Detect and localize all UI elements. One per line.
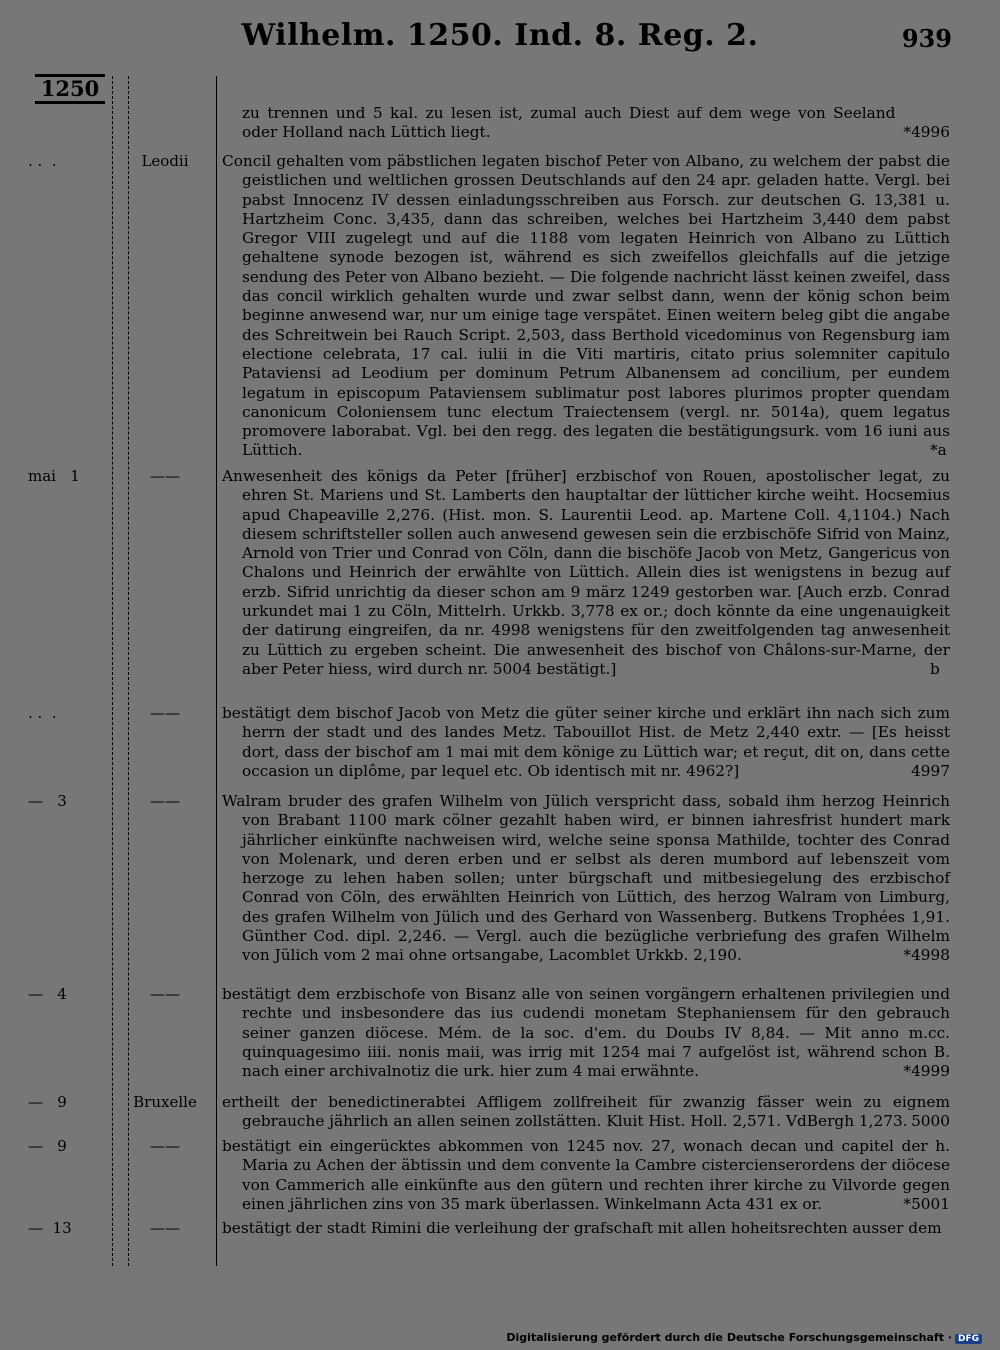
entry-text: Concil gehalten vom päbstlichen legaten bischof Peter von Albano, zu welchem der pabst die geistlichen und weltlichen grossen Deutschlands auf den 24 apr. geladen hatte. Vergl. bei pabst Innocenz IV dessen einladungsschreiben aus Forsch. zur deutschen G. 13,381 u. Hartzheim Conc. 3,435, dann das schreiben, welches bei Hartzheim 3,440 dem pabst Gregor VIII zugelegt und auf die 1188 vom legaten Heinrich von Albano zu Lüttich gehaltene synode bezogen ist, während es sich zweifellos gleichfalls auf die jetzige sendung des Peter von Albano bezieht. — Die folgende nachricht lässt keinen zweifel, dass das concil wirklich gehalten wurde und zwar selbst dann, wenn der könig schon beim beginne anwesend war, nur um einige tage verspätet. Einen weitern beleg gibt die angabe des Schreitwein bei Rauch Script. 2,503, dass Berthold vicedominus von Regensburg iam electione celebrata, 17 cal. iulii in die Viti martiris, citato prius solemniter capitulo Pataviensi ad Leodium per dominum Petrum Albanensem ad concilium, per eundem legatum in episcopum Pataviensem sublimatur post labores plurimos propter quendam canonicum Coloniensem tunc electum Traiectensem (vergl. nr. 5014a), quem legatus promovere laborabat. Vgl. bei den regg. des legaten die bestätigungsurk. vom 16 iuni aus Lüttich.	[222, 152, 950, 460]
entry-text-block	[222, 704, 950, 781]
entry-text: Anwesenheit des königs da Peter [früher] erzbischof von Rouen, apostolischer legat, zu ehren St. Mariens und St. Lamberts den hauptaltar der lütticher kirche weiht. Hocsemius apud Chapeaville 2,276. (Hist. mon. S. Laurentii Leod. ap. Martene Coll. 4,1104.) Nach diesem schriftsteller sollen auch anwesend gewesen sein die erzbischöfe Sifrid von Mainz, Arnold von Trier und Conrad von Cöln, dann die bischöfe Jacob von Metz, Gangericus von Chalons und Heinrich der erwählte von Lüttich. Allein dies ist wenigstens in bezug auf erzb. Sifrid unrichtig da dieser schon am 9 märz 1249 gestorben war. [Auch erzb. Conrad urkundet mai 1 zu Cöln, Mittelrh. Urkkb. 3,778 ex or.; doch könnte da eine ungenauigkeit der datirung eingreifen, da nr. 4998 wenigstens für den zweitfolgenden tag anwesenheit zu Lüttich zu ergeben scheint. Die anwesenheit des bischof von Châlons-sur-Marne, der aber Peter hiess, wird durch nr. 5004 bestätigt.]	[222, 467, 950, 678]
entry-text: Walram bruder des grafen Wilhelm von Jülich verspricht dass, sobald ihm herzog Heinrich von Brabant 1100 mark cölner gezahlt haben wird, er binnen iahresfrist hundert mark jährlicher einkünfte nachweisen wird, welche seine sponsa Mathilde, tochter des Conrad von Molenark, und deren erben und er selbst als deren mumbord auf lebenszeit vom herzoge zu lehen haben sollen; unter bürgschaft und mitbesiegelung des erzbischof Conrad von Cöln, des erwählten Heinrich von Lüttich, des herzog Walram von Limburg, des grafen Wilhelm von Jülich und des Gerhard von Wassenberg. Butkens Trophées 1,91. Günther Cod. dipl. 2,246. — Vergl. auch die bezügliche verbriefung des grafen Wilhelm von Jülich vom 2 mai ohne ortsangabe, Lacomblet Urkkb. 2,190.	[222, 792, 950, 965]
footer-text: Digitalisierung gefördert durch die Deutsche Forschungsgemeinschaft ·	[506, 1331, 952, 1344]
column-rule-date	[112, 76, 113, 1266]
entry-place: ——	[150, 467, 180, 485]
entry-place: ——	[150, 1137, 180, 1155]
entry-date: mai 1	[28, 467, 80, 485]
entry-regno: 5000	[911, 1112, 950, 1131]
entry-date: . . .	[28, 152, 57, 170]
entry-regno: *5001	[903, 1194, 950, 1213]
entry-place: ——	[150, 792, 180, 810]
entry-text-block	[222, 792, 950, 966]
entry-place: Bruxelle	[133, 1093, 197, 1111]
entry-date: — 9	[28, 1137, 67, 1155]
entry-place: ——	[150, 704, 180, 722]
entry-text: bestätigt dem bischof Jacob von Metz die güter seiner kirche und erklärt ihn nach sich zum herrn der stadt und des landes Metz. Tabouillot Hist. de Metz 2,440 extr. — [Es heisst dort, dass der bischof am 1 mai mit dem könige zu Lüttich war; et reçut, dit on, dans cette occasion un diplôme, par lequel etc. Ob identisch mit nr. 4962?]	[222, 704, 950, 780]
entry-regno: *4999	[903, 1062, 950, 1081]
entry-place: Leodii	[141, 152, 189, 170]
entry-place: ——	[150, 1219, 180, 1237]
entry-text-block	[222, 1093, 950, 1132]
entry-place: ——	[150, 985, 180, 1003]
entry-date: . . .	[28, 704, 57, 722]
entry-regno: *4998	[903, 946, 950, 965]
entry-text: ertheilt der benedictinerabtei Affligem zollfreiheit für zwanzig fässer wein zu eignem gebrauche jährlich an allen seinen zollstätten. Kluit Hist. Holl. 2,571. VdBergh 1,273.	[222, 1093, 950, 1131]
entry-regno: *4996	[903, 123, 950, 141]
entry-date: — 3	[28, 792, 67, 810]
entry-regno: b	[930, 659, 940, 678]
entry-date: — 9	[28, 1093, 67, 1111]
page-number: 939	[901, 24, 952, 53]
entry-text: bestätigt ein eingerücktes abkommen von 1245 nov. 27, wonach decan und capitel der h. Maria zu Achen der äbtissin und dem convente la Cambre cistercienserordens der diöcese von Cammerich alle einkünfte aus den gütern und rechten ihrer kirche zu Vilvorde gegen einen jährlichen zins von 35 mark überlassen. Winkelmann Acta 431 ex or.	[222, 1137, 950, 1213]
entry-date: — 13	[28, 1219, 72, 1237]
entry-text: bestätigt dem erzbischofe von Bisanz alle von seinen vorgängern erhaltenen privilegien und rechte und insbesondere das ius cudendi monetam Stephaniensem für den gebrauch seiner ganzen diöcese. Mém. de la soc. d'em. du Doubs IV 8,84. — Mit anno m.cc. quinquagesimo iiii. nonis maii, was irrig mit 1254 mai 7 aufgelöst ist, während schon B. nach einer archivalnotiz die urk. hier zum 4 mai erwähnte.	[222, 985, 950, 1081]
page-title: Wilhelm. 1250. Ind. 8. Reg. 2.	[241, 18, 759, 53]
entry-date: — 4	[28, 985, 67, 1003]
dfg-logo-icon: DFG	[955, 1334, 982, 1344]
entry-text-block	[222, 152, 950, 461]
entry-text: zu trennen und 5 kal. zu lesen ist, zumal auch Diest auf dem wege von Seeland oder Holland nach Lüttich liegt.	[242, 104, 896, 142]
entry-regno: 4997	[911, 761, 950, 780]
entry-text-block	[222, 1137, 950, 1214]
column-rule-text	[216, 76, 217, 1266]
year-marker: 1250	[35, 74, 105, 104]
entry-text-block	[222, 985, 950, 1081]
entry-text-block	[222, 104, 950, 143]
entry-text-block	[222, 467, 950, 679]
footer-credit	[506, 1331, 982, 1344]
entry-text-block	[222, 1219, 950, 1238]
entry-text: bestätigt der stadt Rimini die verleihung der grafschaft mit allen hoheitsrechten ausser dem	[222, 1219, 942, 1237]
column-rule-place	[128, 76, 129, 1266]
entry-regno: *a	[930, 441, 947, 460]
